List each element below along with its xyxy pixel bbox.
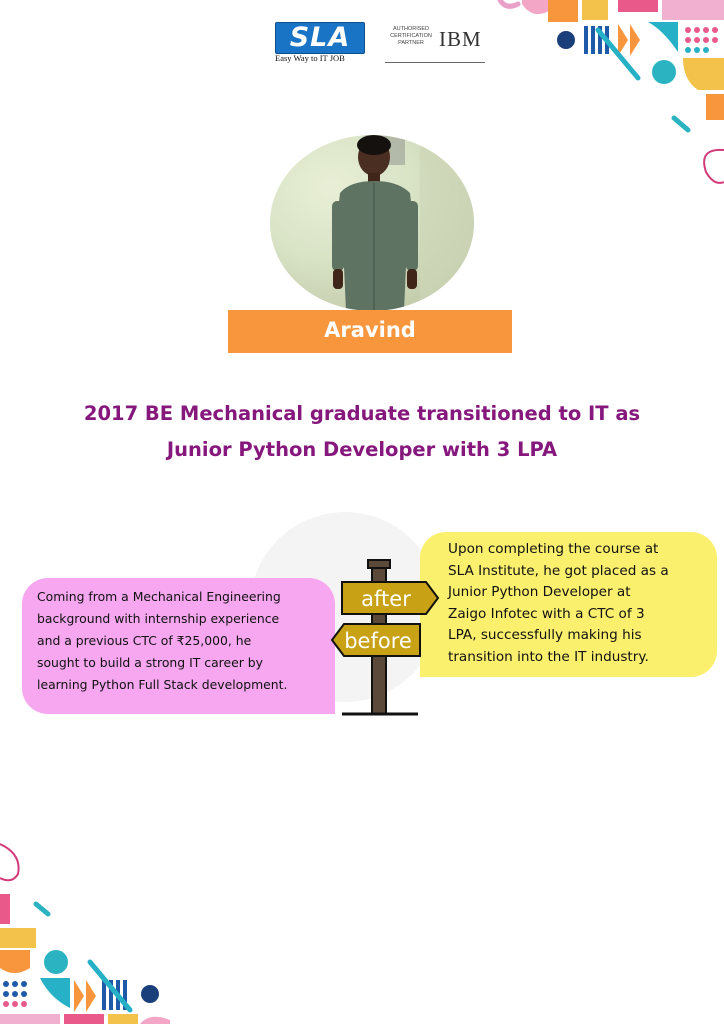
ibm-badge-line: PARTNER [398,40,424,46]
ibm-partner-badge [385,22,485,63]
after-line: Junior Python Developer at [448,584,631,600]
sla-logo-mark: SLA [275,22,365,54]
name-banner: Aravind [228,310,512,353]
before-line: background with internship experience [37,611,280,626]
after-bubble [420,532,717,677]
after-line: Zaigo Infotec with a CTC of 3 [448,605,645,622]
ibm-wordmark: IBM [439,27,482,51]
sla-logo [275,22,365,64]
sla-tagline: Easy Way to IT JOB [275,53,345,63]
headline-line: Junior Python Developer with 3 LPA [166,438,558,461]
after-line: transition into the IT industry. [448,648,649,665]
before-bubble [22,578,335,714]
ibm-badge-caption [385,26,437,47]
after-line: SLA Institute, he got placed as a [448,562,669,579]
after-line: Upon completing the course at [448,541,659,557]
decorative-pattern-top [478,0,724,200]
before-line: learning Python Full Stack development. [37,677,288,692]
before-line: and a previous CTC of ₹25,000, he [37,633,252,648]
after-line: LPA, successfully making his [448,627,642,643]
ibm-badge-line: AUTHORISED [392,26,430,32]
person-illustration [270,135,474,311]
headline [20,396,704,468]
before-line: Coming from a Mechanical Engineering [37,589,281,604]
signpost-icon [328,556,442,721]
before-line: sought to build a strong IT career by [37,655,263,670]
headline-line: 2017 BE Mechanical graduate transitioned to IT as [83,402,641,425]
profile-photo [270,135,474,311]
decorative-pattern-bottom [0,838,200,1024]
ibm-badge-line: CERTIFICATION [390,33,432,39]
before-sign-label: before [344,629,412,653]
after-sign-label: after [361,587,411,611]
